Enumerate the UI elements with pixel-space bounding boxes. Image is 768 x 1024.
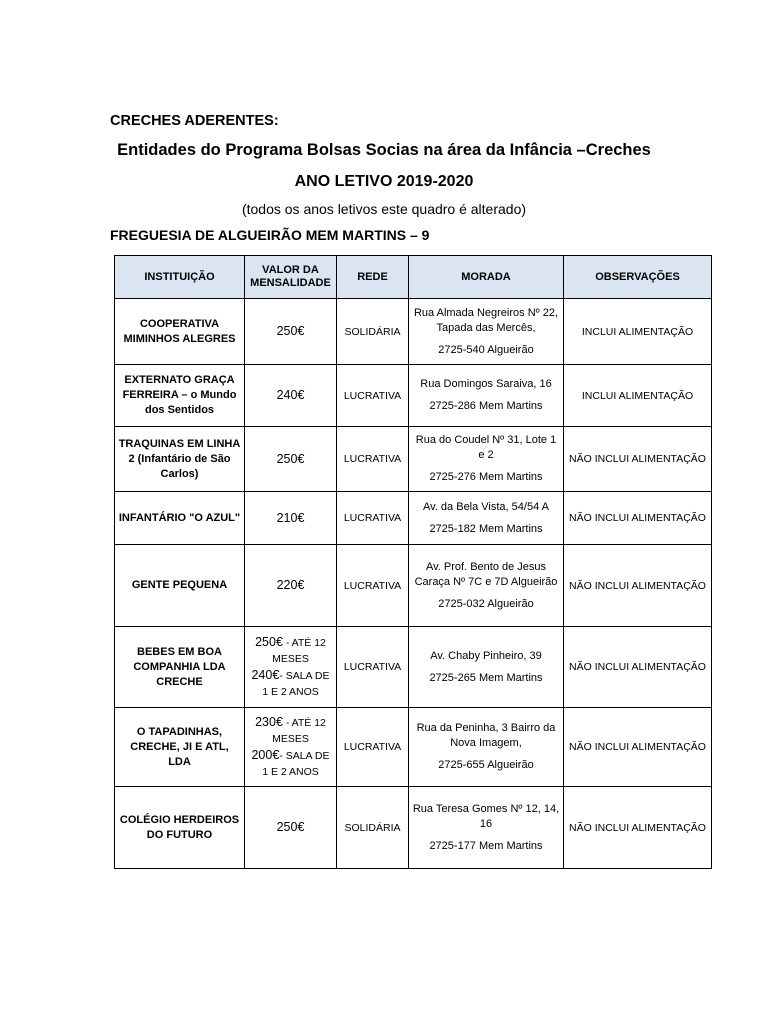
table-header-row bbox=[115, 256, 712, 299]
fee-note: - SALA DE 1 E 2 ANOS bbox=[262, 749, 330, 778]
table-row bbox=[115, 492, 712, 545]
observations: NÃO INCLUI ALIMENTAÇÃO bbox=[564, 787, 712, 869]
monthly-fee bbox=[245, 427, 337, 492]
monthly-fee bbox=[245, 708, 337, 787]
address-street: Rua Domingos Saraiva, 16 bbox=[420, 378, 552, 390]
fee-line bbox=[248, 820, 333, 835]
address-postal-code: 2725-265 Mem Martins bbox=[429, 671, 543, 684]
fee-amount: 240€ bbox=[251, 667, 280, 682]
header-institution: INSTITUIÇÃO bbox=[115, 256, 245, 299]
table-row bbox=[115, 708, 712, 787]
fee-line bbox=[248, 668, 333, 700]
network-type: SOLIDÁRIA bbox=[337, 299, 409, 365]
network-type: LUCRATIVA bbox=[337, 627, 409, 708]
address-postal-code: 2725-177 Mem Martins bbox=[429, 839, 543, 852]
institution-name: TRAQUINAS EM LINHA 2 (Infantário de São Carlos) bbox=[115, 427, 245, 492]
header-address: MORADA bbox=[409, 256, 564, 299]
fee-amount: 240€ bbox=[276, 388, 305, 402]
network-type: SOLIDÁRIA bbox=[337, 787, 409, 869]
monthly-fee bbox=[245, 545, 337, 627]
header-price: VALOR DA MENSALIDADE bbox=[245, 256, 337, 299]
address-street: Av. Chaby Pinheiro, 39 bbox=[430, 649, 542, 662]
address bbox=[409, 627, 564, 708]
address-postal-code: 2725-655 Algueirão bbox=[438, 759, 534, 771]
fee-note: - ATÉ 12 MESES bbox=[272, 716, 326, 745]
fee-amount: 250€ bbox=[255, 634, 283, 649]
observations: INCLUI ALIMENTAÇÃO bbox=[564, 365, 712, 427]
observations: NÃO INCLUI ALIMENTAÇÃO bbox=[564, 708, 712, 787]
network-type: LUCRATIVA bbox=[337, 365, 409, 427]
observations: NÃO INCLUI ALIMENTAÇÃO bbox=[564, 492, 712, 545]
monthly-fee bbox=[245, 299, 337, 365]
table-note: (todos os anos letivos este quadro é alterado) bbox=[241, 201, 527, 217]
monthly-fee bbox=[245, 365, 337, 427]
address-street: Rua do Coudel Nº 31, Lote 1 e 2 bbox=[415, 434, 557, 461]
table-row bbox=[115, 299, 712, 365]
table-row bbox=[115, 427, 712, 492]
fee-line bbox=[248, 578, 333, 593]
address-street: Rua Almada Negreiros Nº 22, Tapada das Mercês, bbox=[413, 306, 559, 334]
fee-line bbox=[248, 715, 333, 747]
fee-amount: 250€ bbox=[276, 324, 305, 338]
institution-name: COOPERATIVA MIMINHOS ALEGRES bbox=[115, 299, 245, 365]
institution-name: GENTE PEQUENA bbox=[115, 545, 245, 627]
address-postal-code: 2725-540 Algueirão bbox=[438, 343, 534, 356]
monthly-fee bbox=[245, 492, 337, 545]
address bbox=[409, 299, 564, 365]
header-notes: OBSERVAÇÕES bbox=[564, 256, 712, 299]
school-year: ANO LETIVO 2019-2020 bbox=[294, 173, 474, 190]
fee-line bbox=[248, 324, 333, 339]
address bbox=[409, 365, 564, 427]
network-type: LUCRATIVA bbox=[337, 427, 409, 492]
fee-amount: 220€ bbox=[276, 578, 305, 592]
address-street: Av. da Bela Vista, 54/54 A bbox=[423, 500, 549, 513]
address-street: Av. Prof. Bento de Jesus Caraça Nº 7C e 7D Algueirão bbox=[414, 560, 558, 588]
address-postal-code: 2725-182 Mem Martins bbox=[429, 522, 543, 535]
address-street: Rua da Peninha, 3 Bairro da Nova Imagem, bbox=[416, 722, 556, 749]
institution-name: O TAPADINHAS, CRECHE, JI E ATL, LDA bbox=[115, 708, 245, 787]
network-type: LUCRATIVA bbox=[337, 708, 409, 787]
fee-amount: 250€ bbox=[276, 820, 305, 834]
address bbox=[409, 427, 564, 492]
header-network: REDE bbox=[337, 256, 409, 299]
fee-line bbox=[248, 511, 333, 526]
observations: NÃO INCLUI ALIMENTAÇÃO bbox=[564, 427, 712, 492]
observations: INCLUI ALIMENTAÇÃO bbox=[564, 299, 712, 365]
fee-line bbox=[248, 748, 333, 780]
institutions-table bbox=[114, 255, 712, 869]
parish-heading: FREGUESIA DE ALGUEIRÃO MEM MARTINS – 9 bbox=[110, 227, 430, 243]
fee-amount: 230€ bbox=[255, 714, 283, 729]
fee-amount: 210€ bbox=[276, 510, 305, 525]
monthly-fee bbox=[245, 787, 337, 869]
institution-name: COLÉGIO HERDEIROS DO FUTURO bbox=[115, 787, 245, 869]
fee-line bbox=[248, 452, 333, 467]
address-postal-code: 2725-032 Algueirão bbox=[438, 597, 534, 610]
institution-name: EXTERNATO GRAÇA FERREIRA – o Mundo dos Sentidos bbox=[115, 365, 245, 427]
institution-name: BEBES EM BOA COMPANHIA LDA CRECHE bbox=[115, 627, 245, 708]
table-row bbox=[115, 627, 712, 708]
document-title: Entidades do Programa Bolsas Socias na área da Infância –Creches bbox=[117, 141, 651, 159]
address-postal-code: 2725-286 Mem Martins bbox=[429, 400, 543, 412]
fee-note: - SALA DE 1 E 2 ANOS bbox=[262, 669, 330, 698]
table-row bbox=[115, 545, 712, 627]
fee-amount: 200€ bbox=[251, 747, 280, 762]
institution-name: INFANTÁRIO "O AZUL" bbox=[115, 492, 245, 545]
observations: NÃO INCLUI ALIMENTAÇÃO bbox=[564, 627, 712, 708]
network-type: LUCRATIVA bbox=[337, 492, 409, 545]
monthly-fee bbox=[245, 627, 337, 708]
address bbox=[409, 708, 564, 787]
address bbox=[409, 787, 564, 869]
table-row bbox=[115, 365, 712, 427]
fee-line bbox=[248, 635, 333, 667]
address-street: Rua Teresa Gomes Nº 12, 14, 16 bbox=[412, 802, 560, 830]
address bbox=[409, 492, 564, 545]
observations: NÃO INCLUI ALIMENTAÇÃO bbox=[564, 545, 712, 627]
table-row bbox=[115, 787, 712, 869]
document-label: CRECHES ADERENTES: bbox=[110, 113, 279, 129]
fee-amount: 250€ bbox=[276, 451, 305, 466]
address-postal-code: 2725-276 Mem Martins bbox=[429, 471, 543, 483]
fee-note: - ATÉ 12 MESES bbox=[272, 636, 326, 665]
address bbox=[409, 545, 564, 627]
fee-line bbox=[248, 388, 333, 403]
network-type: LUCRATIVA bbox=[337, 545, 409, 627]
